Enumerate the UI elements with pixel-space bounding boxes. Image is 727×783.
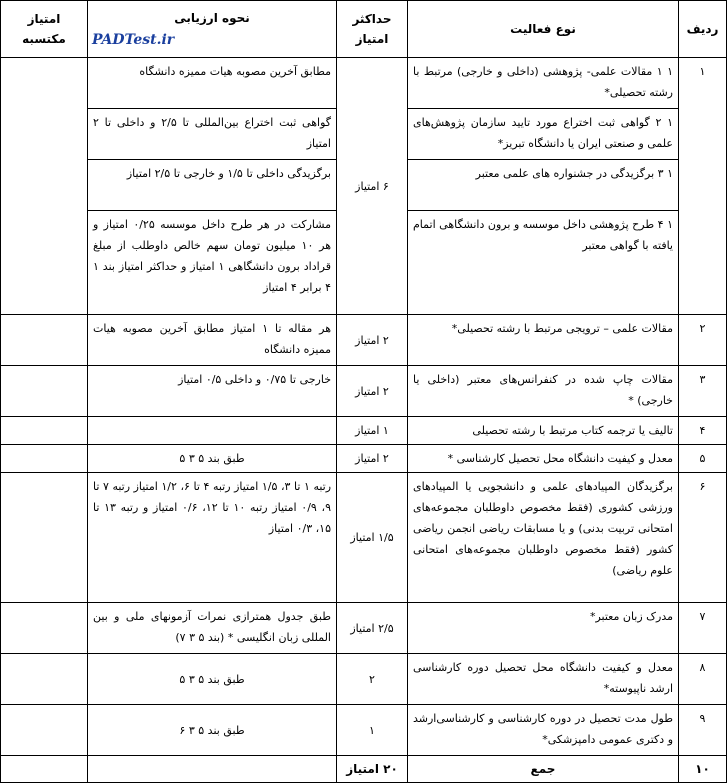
score-earned-cell (1, 756, 88, 783)
activity-cell: مدرک زبان معتبر* (408, 603, 679, 654)
activity-cell: ۱ ۳ برگزیدگی در جشنواره های علمی معتبر (408, 160, 679, 211)
evaluation-cell: گواهی ثبت اختراع بین‌المللی تا ۲/۵ و داخلی تا ۲ امتیاز (88, 109, 337, 160)
evaluation-cell: هر مقاله تا ۱ امتیاز مطابق آخرین مصوبه هیات ممیزه دانشگاه (88, 315, 337, 366)
header-score-earned: امتیاز مکتسبه (1, 1, 88, 58)
activity-cell: تالیف یا ترجمه کتاب مرتبط با رشته تحصیلی (408, 417, 679, 445)
evaluation-cell: طبق جدول همترازی نمرات آزمونهای ملی و بین المللی زبان انگلیسی * (بند ۵ ۳ ۷) (88, 603, 337, 654)
max-score-cell: ۱ (337, 705, 408, 756)
evaluation-cell: رتبه ۱ تا ۳، ۱/۵ امتیاز رتبه ۴ تا ۶، ۱/۲ امتیاز رتبه ۷ تا ۹، ۰/۹ امتیاز رتبه ۱۰ تا ۱۲، ۰/۶ امتیاز و رتبه ۱۳ تا ۱۵، ۰/۳ امتیاز (88, 473, 337, 603)
table-row (1, 705, 727, 756)
evaluation-cell: خارجی تا ۰/۷۵ و داخلی ۰/۵ امتیاز (88, 366, 337, 417)
score-earned-cell (1, 58, 88, 315)
activity-cell: طول مدت تحصیل در دوره کارشناسی و کارشناسی‌ارشد و دکتری عمومی دامپزشکی* (408, 705, 679, 756)
table-row (1, 366, 727, 417)
row-number: ۶ (679, 473, 727, 603)
header-evaluation (88, 1, 337, 58)
total-max-score: ۲۰ امتیاز (337, 756, 408, 783)
row-number: ۹ (679, 705, 727, 756)
row-number: ۲ (679, 315, 727, 366)
header-radif: ردیف (679, 1, 727, 58)
header-evaluation-label: نحوه ارزیابی (174, 11, 250, 25)
table-header-row (1, 1, 727, 58)
max-score-cell: ۲ امتیاز (337, 315, 408, 366)
score-earned-cell (1, 417, 88, 445)
table-row (1, 603, 727, 654)
evaluation-cell: مشارکت در هر طرح داخل موسسه ۰/۲۵ امتیاز و هر ۱۰ میلیون تومان سهم خالص داوطلب از مبلغ قراداد برون دانشگاهی ۱ امتیاز و حداکثر امتیاز بند ۱ ۴ برابر ۴ امتیاز (88, 211, 337, 315)
header-max-score: حداکثر امتیاز (337, 1, 408, 58)
score-earned-cell (1, 705, 88, 756)
row-number: ۱۰ (679, 756, 727, 783)
evaluation-cell: طبق بند ۵ ۳ ۶ (88, 705, 337, 756)
row-number: ۱ (679, 58, 727, 315)
evaluation-cell: مطابق آخرین مصوبه هیات ممیزه دانشگاه (88, 58, 337, 109)
header-activity: نوع فعالیت (408, 1, 679, 58)
total-label: جمع (408, 756, 679, 783)
activity-cell: مقالات علمی – ترویجی مرتبط با رشته تحصیلی* (408, 315, 679, 366)
row-number: ۴ (679, 417, 727, 445)
row-number: ۵ (679, 445, 727, 473)
activity-cell: ۱ ۱ مقالات علمی- پژوهشی (داخلی و خارجی) مرتبط با رشته تحصیلی* (408, 58, 679, 109)
max-score-cell: ۱ امتیاز (337, 417, 408, 445)
max-score-cell: ۲/۵ امتیاز (337, 603, 408, 654)
table-row (1, 654, 727, 705)
score-earned-cell (1, 366, 88, 417)
score-earned-cell (1, 654, 88, 705)
evaluation-cell: طبق بند ۵ ۳ ۵ (88, 445, 337, 473)
max-score-cell: ۲ امتیاز (337, 366, 408, 417)
table-row (1, 445, 727, 473)
max-score-cell: ۲ (337, 654, 408, 705)
score-earned-cell (1, 603, 88, 654)
activity-cell: برگزیدگان المپیادهای علمی و دانشجویی یا المپیادهای ورزشی کشوری (فقط مخصوص داوطلبان مجموعه‌های امتحانی تربیت بدنی) و یا مسابقات ریاضی انجمن ریاضی کشور (فقط مخصوص داوطلبان مجموعه‌های امتحانی علوم ریاضی) (408, 473, 679, 603)
max-score-cell: ۶ امتیاز (337, 58, 408, 315)
max-score-cell: ۲ امتیاز (337, 445, 408, 473)
activity-cell: معدل و کیفیت دانشگاه محل تحصیل دوره کارشناسی ارشد ناپیوسته* (408, 654, 679, 705)
row-number: ۷ (679, 603, 727, 654)
activity-cell: معدل و کیفیت دانشگاه محل تحصیل کارشناسی * (408, 445, 679, 473)
watermark-logo: PADTest.ir (92, 32, 175, 48)
table-row (1, 473, 727, 603)
row-number: ۸ (679, 654, 727, 705)
activity-cell: ۱ ۲ گواهی ثبت اختراع مورد تایید سازمان پژوهش‌های علمی و صنعتی ایران یا دانشگاه تبریز* (408, 109, 679, 160)
table-row (1, 417, 727, 445)
evaluation-cell: برگزیدگی داخلی تا ۱/۵ و خارجی تا ۲/۵ امتیاز (88, 160, 337, 211)
evaluation-cell (88, 756, 337, 783)
row-number: ۳ (679, 366, 727, 417)
table-row (1, 315, 727, 366)
score-earned-cell (1, 445, 88, 473)
total-row (1, 756, 727, 783)
max-score-cell: ۱/۵ امتیاز (337, 473, 408, 603)
activity-cell: مقالات چاپ شده در کنفرانس‌های معتبر (داخلی یا خارجی) * (408, 366, 679, 417)
activity-cell: ۱ ۴ طرح پژوهشی داخل موسسه و برون دانشگاهی اتمام یافته با گواهی معتبر (408, 211, 679, 315)
score-earned-cell (1, 473, 88, 603)
score-earned-cell (1, 315, 88, 366)
evaluation-cell (88, 417, 337, 445)
evaluation-cell: طبق بند ۵ ۳ ۵ (88, 654, 337, 705)
table-row (1, 58, 727, 109)
